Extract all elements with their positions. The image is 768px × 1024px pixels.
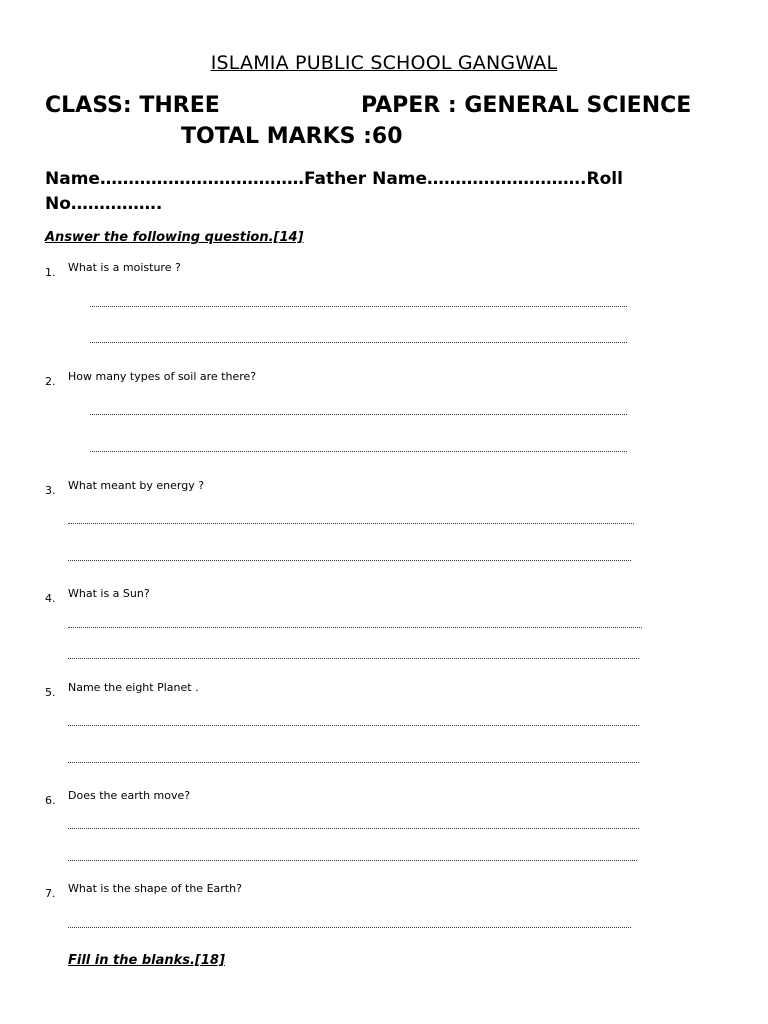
question-text: Name the eight Planet . (68, 681, 199, 694)
question-item (45, 370, 56, 389)
question-text: What meant by energy ? (68, 479, 205, 492)
question-item (45, 587, 56, 606)
total-marks: TOTAL MARKS :60 (181, 124, 403, 149)
question-item (45, 882, 56, 901)
answer-line[interactable] (68, 658, 639, 659)
question-number: 7. (45, 887, 56, 900)
answer-line[interactable] (68, 523, 634, 524)
question-item (45, 261, 56, 280)
answer-line[interactable] (68, 927, 631, 928)
question-number: 1. (45, 266, 56, 279)
section-title-fill-blanks: Fill in the blanks.[18] (68, 953, 225, 968)
answer-line[interactable] (90, 342, 627, 343)
question-number: 6. (45, 794, 56, 807)
question-text: What is a Sun? (68, 587, 150, 600)
class-label: CLASS: THREE (45, 93, 220, 118)
question-number: 3. (45, 484, 56, 497)
answer-line[interactable] (68, 627, 642, 628)
question-number: 4. (45, 592, 56, 605)
question-text: What is the shape of the Earth? (68, 882, 242, 895)
question-item (45, 681, 56, 700)
school-name: ISLAMIA PUBLIC SCHOOL GANGWAL (210, 52, 558, 74)
answer-line[interactable] (68, 725, 639, 726)
answer-line[interactable] (90, 414, 627, 415)
answer-line[interactable] (68, 828, 639, 829)
answer-line[interactable] (68, 560, 631, 561)
question-text: What is a moisture ? (68, 261, 181, 274)
answer-line[interactable] (68, 860, 637, 861)
section-title-questions: Answer the following question.[14] (45, 230, 304, 245)
paper-label: PAPER : GENERAL SCIENCE (361, 93, 692, 118)
question-item (45, 479, 56, 498)
answer-line[interactable] (90, 451, 627, 452)
question-text: Does the earth move? (68, 789, 191, 802)
question-text: How many types of soil are there? (68, 370, 257, 383)
question-number: 2. (45, 375, 56, 388)
student-info-line-2: No……………. (45, 194, 163, 214)
question-item (45, 789, 56, 808)
question-number: 5. (45, 686, 56, 699)
answer-line[interactable] (90, 306, 627, 307)
student-info-line-1: Name………………………………Father Name……………………….Roll (45, 169, 623, 189)
answer-line[interactable] (68, 762, 639, 763)
